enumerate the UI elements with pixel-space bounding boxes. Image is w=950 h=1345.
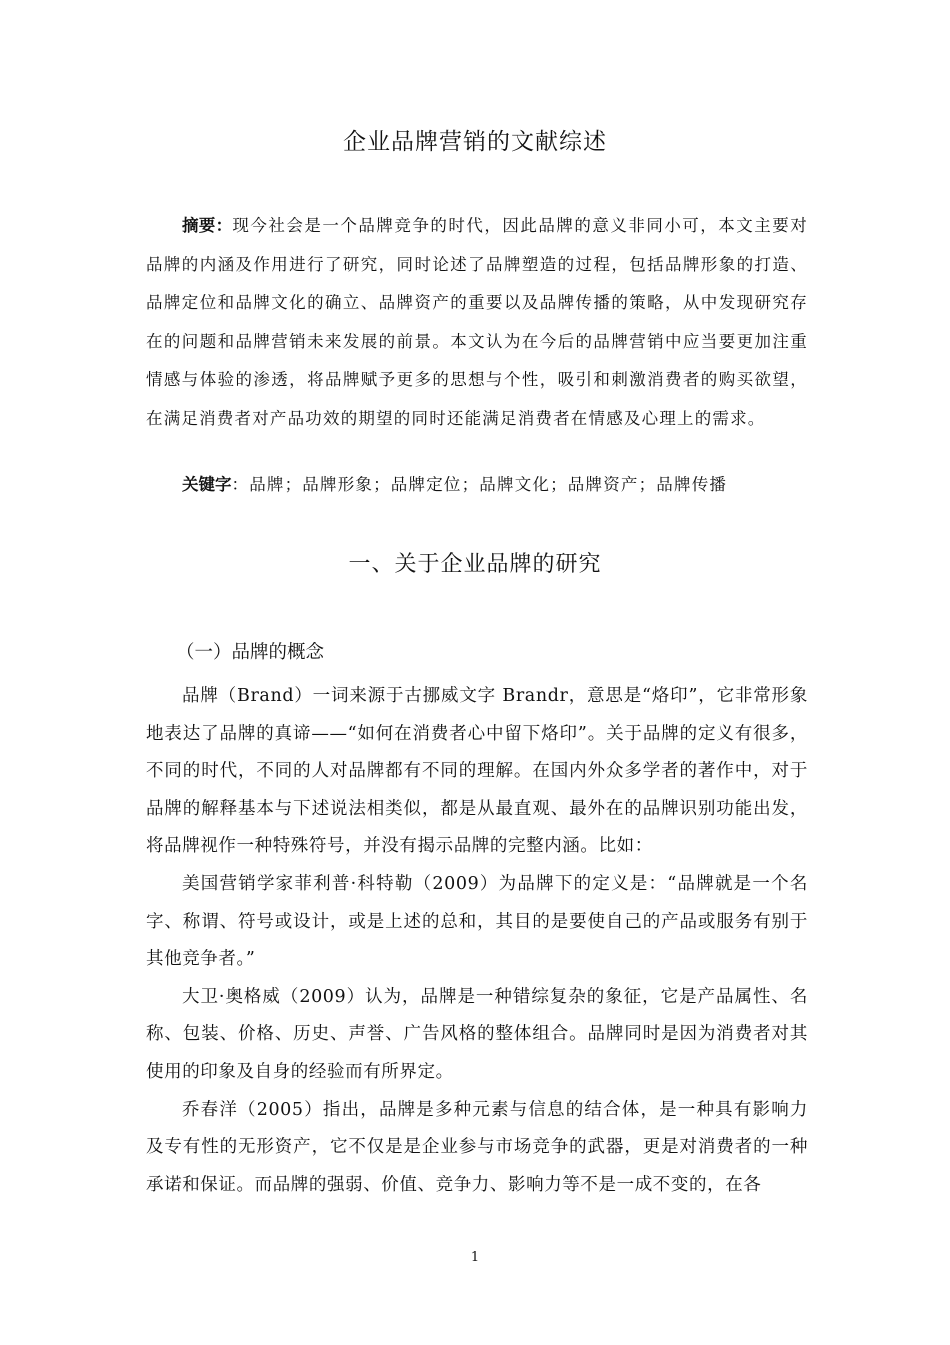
paragraph: 乔春洋（2005）指出，品牌是多种元素与信息的结合体，是一种具有影响力及专有性的无形资产，它不仅是是企业参与市场竞争的武器，更是对消费者的一种承诺和保证。而品牌的强弱、价值、竞争力、影响力等不是一成不变的，在各 [146, 1099, 808, 1195]
paragraph: 美国营销学家菲利普·科特勒（2009）为品牌下的定义是：“品牌就是一个名字、称谓、符号或设计，或是上述的总和，其目的是要使自己的产品或服务有别于其他竞争者。” [146, 873, 808, 970]
abstract-label: 摘要： [182, 216, 233, 235]
keywords-label: 关键字 [182, 475, 232, 494]
page-number: 1 [470, 1250, 480, 1265]
keywords-text: ：品牌；品牌形象；品牌定位；品牌文化；品牌资产；品牌传播 [231, 475, 728, 494]
keywords [182, 466, 812, 504]
abstract-text: 现今社会是一个品牌竞争的时代，因此品牌的意义非同小可，本文主要对品牌的内涵及作用进行了研究，同时论述了品牌塑造的过程，包括品牌形象的打造、品牌定位和品牌文化的确立、品牌资产的重要以及品牌传播的策略，从中发现研究存在的问题和品牌营销未来发展的前景。本文认为在今后的品牌营销中应当要更加注重情感与体验的渗透，将品牌赋予更多的思想与个性，吸引和刺激消费者的购买欲望，在满足消费者对产品功效的期望的同时还能满足消费者在情感及心理上的需求。 [146, 216, 808, 428]
abstract [146, 207, 808, 438]
paragraph: 品牌（Brand）一词来源于古挪威文字 Brandr，意思是“烙印”，它非常形象地表达了品牌的真谛——“如何在消费者心中留下烙印”。关于品牌的定义有很多，不同的时代，不同的人对品牌都有不同的理解。在国内外众多学者的著作中，对于品牌的解释基本与下述说法相类似，都是从最直观、最外在的品牌识别功能出发，将品牌视作一种特殊符号，并没有揭示品牌的完整内涵。比如： [146, 686, 808, 857]
paragraph: 大卫·奥格威（2009）认为，品牌是一种错综复杂的象征，它是产品属性、名称、包装、价格、历史、声誉、广告风格的整体组合。品牌同时是因为消费者对其使用的印象及自身的经验而有所界定。 [146, 986, 808, 1082]
section-body [146, 678, 808, 1204]
section-heading: 一、关于企业品牌的研究 [348, 552, 602, 577]
document-title: 企业品牌营销的文献综述 [343, 129, 607, 155]
subsection-heading: （一）品牌的概念 [176, 642, 325, 663]
